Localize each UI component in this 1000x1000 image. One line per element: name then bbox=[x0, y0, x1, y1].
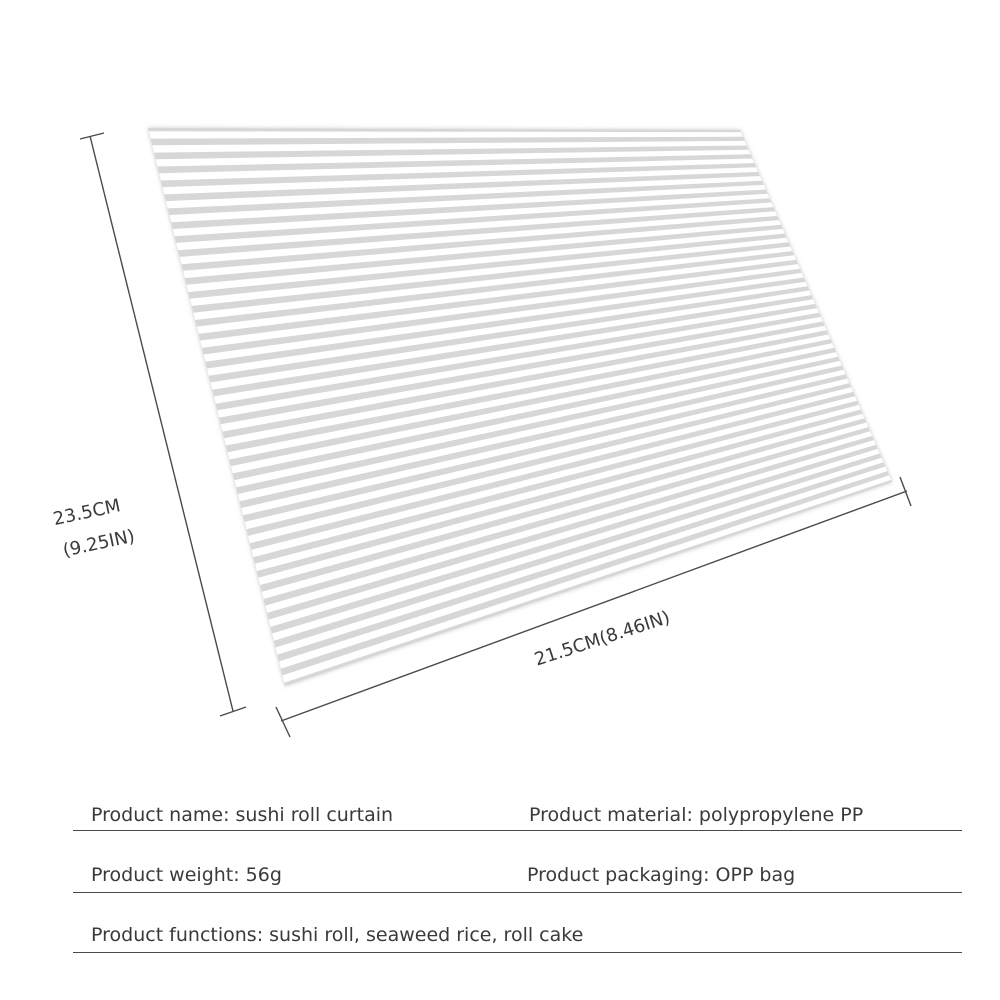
spec-product-weight: Product weight: 56g bbox=[91, 864, 282, 886]
spec-product-packaging: Product packaging: OPP bag bbox=[527, 864, 796, 886]
width-label: 21.5CM(8.46IN) bbox=[531, 606, 673, 671]
height-cm-label: 23.5CM bbox=[51, 495, 123, 530]
width-tick-left bbox=[276, 707, 290, 737]
spec-product-material: Product material: polypropylene PP bbox=[529, 804, 864, 826]
spec-product-name: Product name: sushi roll curtain bbox=[91, 804, 394, 826]
spec-divider-1 bbox=[73, 830, 962, 831]
width-tick-right bbox=[900, 477, 911, 506]
sushi-mat bbox=[148, 128, 892, 686]
height-tick-top bbox=[80, 133, 104, 139]
spec-product-functions: Product functions: sushi roll, seaweed rice, roll cake bbox=[91, 924, 584, 946]
spec-divider-2 bbox=[73, 892, 962, 893]
height-in-label: (9.25IN) bbox=[61, 525, 137, 562]
spec-divider-3 bbox=[73, 952, 962, 953]
